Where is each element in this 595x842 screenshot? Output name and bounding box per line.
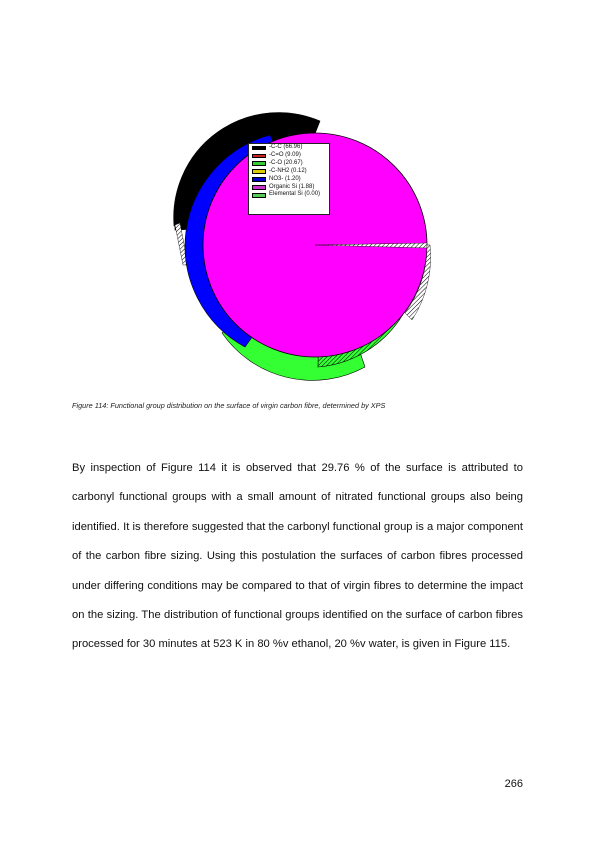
legend-item (249, 152, 329, 160)
legend-item (249, 191, 329, 199)
page-number: 266 (504, 778, 523, 790)
body-paragraph (72, 454, 523, 660)
figure-caption: Figure 114: Functional group distribution on the surface of virgin carbon fibre, determined by XPS (72, 401, 386, 410)
legend-label: -C=O (9.09) (269, 152, 301, 159)
legend-label: NO3- (1.20) (269, 175, 301, 182)
legend-swatch (252, 154, 266, 159)
legend-item (249, 168, 329, 176)
paragraph-text: By inspection of Figure 114 it is observed that 29.76 % of the surface is attributed to carbonyl functional groups with a small amount of nitrated functional groups also being identified. It is therefore suggested that the carbonyl functional group is a major component of the carbon fibre sizing. Using this postulation the surfaces of carbon fibres processed under differing conditions may be compared to that of virgin fibres to determine the impact on the sizing. The distribution of functional groups identified on the surface of carbon fibres processed for 30 minutes at 523 K in 80 %v ethanol, 20 %v water, is given in Figure 115. (72, 462, 523, 651)
legend-swatch (252, 193, 266, 198)
legend-label: Organic Si (1.88) (269, 183, 315, 190)
legend-item (249, 144, 329, 152)
legend-swatch (252, 169, 266, 174)
legend-swatch (252, 161, 266, 166)
legend-swatch (252, 185, 266, 190)
legend-swatch (252, 146, 266, 151)
legend-item (249, 183, 329, 191)
legend-item (249, 160, 329, 168)
legend-label: -C-O (20.67) (269, 159, 303, 166)
legend-label: -C-C (66.96) (269, 144, 303, 151)
chart-legend (248, 143, 330, 215)
legend-label: Elemental Si (0.00) (269, 191, 321, 198)
legend-item (249, 176, 329, 184)
legend-label: -C-NH2 (0.12) (269, 167, 307, 174)
legend-swatch (252, 177, 266, 182)
